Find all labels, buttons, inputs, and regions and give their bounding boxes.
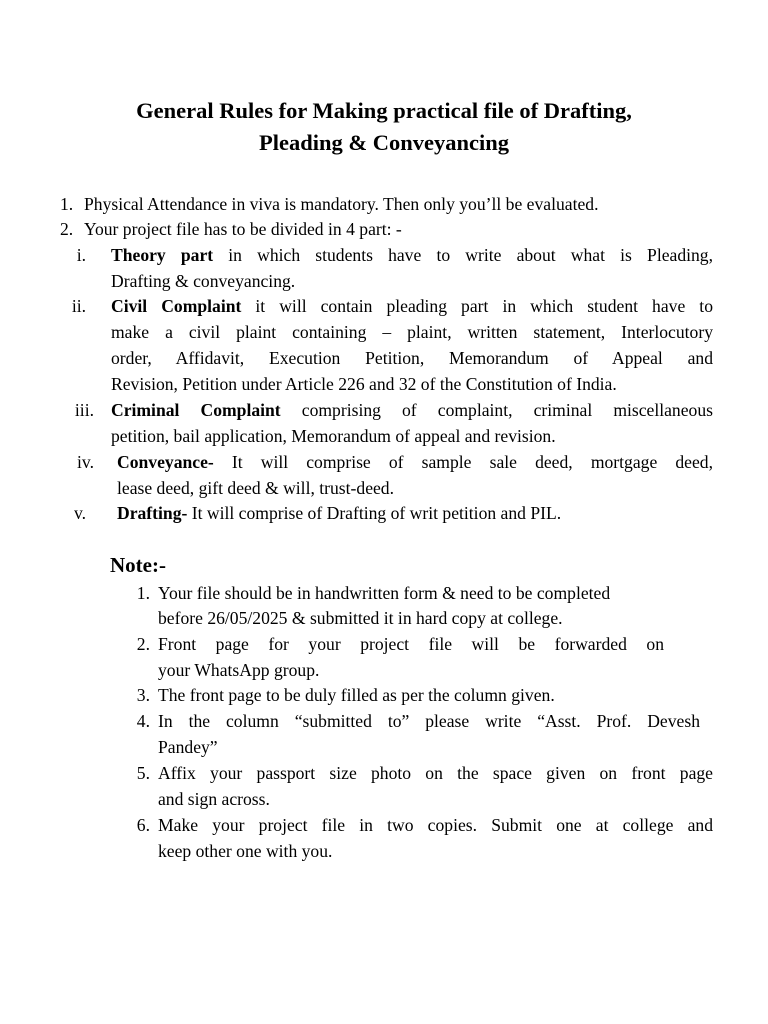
part-number: i. (76, 245, 86, 265)
rule-number: 2. (60, 219, 74, 239)
part-title: Theory part (111, 245, 214, 265)
part-line (117, 500, 561, 526)
part-line (111, 397, 713, 423)
part-line (111, 293, 713, 319)
note-item-number: 2. (136, 634, 150, 654)
note-item-line: Front page for your project file will be forwarded on (158, 634, 664, 654)
note-item-number: 5. (136, 763, 150, 783)
note-heading: Note:- (110, 553, 166, 577)
part-line (111, 242, 713, 268)
note-item-number: 3. (136, 685, 150, 705)
part-text: it will contain pleading part in which student have to (241, 296, 713, 316)
part-title: Conveyance- (117, 452, 214, 472)
part-line: Revision, Petition under Article 226 and 32 of the Constitution of India. (111, 374, 617, 394)
part-line: petition, bail application, Memorandum of appeal and revision. (111, 426, 556, 446)
note-item-number: 1. (136, 583, 150, 603)
note-item-number: 6. (136, 815, 150, 835)
part-line (117, 449, 713, 475)
note-item-line: keep other one with you. (158, 841, 333, 861)
rule-text: Physical Attendance in viva is mandatory. Then only you’ll be evaluated. (84, 194, 599, 214)
part-line: order, Affidavit, Execution Petition, Memorandum of Appeal and (111, 348, 713, 368)
part-title: Criminal Complaint (111, 400, 281, 420)
note-item-line: and sign across. (158, 789, 270, 809)
part-line: lease deed, gift deed & will, trust-deed. (117, 478, 395, 498)
part-number: v. (73, 503, 86, 523)
part-text: It will comprise of Drafting of writ petition and PIL. (187, 503, 562, 523)
part-text: comprising of complaint, criminal miscellaneous (280, 400, 713, 420)
note-item-line: Affix your passport size photo on the space given on front page (158, 763, 713, 783)
part-number: ii. (71, 296, 86, 316)
part-title: Civil Complaint (111, 296, 242, 316)
part-text: in which students have to write about what is Pleading, (213, 245, 713, 265)
note-item-line: Your file should be in handwritten form & need to be completed (158, 583, 611, 603)
note-item-line: before 26/05/2025 & submitted it in hard copy at college. (158, 608, 563, 628)
part-number: iv. (77, 452, 94, 472)
note-item-line: Pandey” (158, 737, 218, 757)
document-title-line-1: General Rules for Making practical file of Drafting, (136, 98, 632, 123)
part-line: make a civil plaint containing – plaint, written statement, Interlocutory (111, 322, 713, 342)
part-number: iii. (74, 400, 94, 420)
note-item-line: Make your project file in two copies. Submit one at college and (158, 815, 713, 835)
note-item-line: In the column “submitted to” please write “Asst. Prof. Devesh (158, 711, 700, 731)
rule-number: 1. (60, 194, 74, 214)
rule-text: Your project file has to be divided in 4 part: - (84, 219, 402, 239)
note-item-number: 4. (136, 711, 150, 731)
part-line: Drafting & conveyancing. (111, 271, 296, 291)
note-item-line: The front page to be duly filled as per the column given. (158, 685, 555, 705)
document-title-line-2: Pleading & Conveyancing (258, 130, 510, 155)
note-item-line: your WhatsApp group. (158, 660, 320, 680)
part-text: It will comprise of sample sale deed, mortgage deed, (213, 452, 713, 472)
part-title: Drafting- (117, 503, 188, 523)
